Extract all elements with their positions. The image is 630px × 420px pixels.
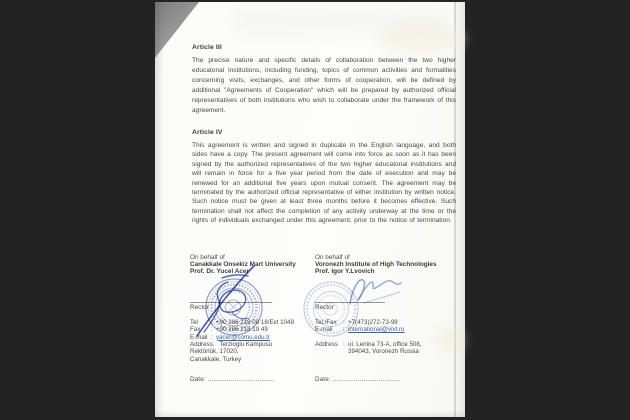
signature-line bbox=[315, 302, 385, 303]
contact-label: Address: bbox=[190, 341, 215, 348]
contact-separator: : bbox=[211, 333, 213, 341]
article-iv-body: This agreement is written and signed in duplicate in the English language, and both sides have a copy. The present agreement will come into force as soon as it has been signed by the authorized representatives of the two higher educatonal institutions and will remain in force for a five year period from the date of execution and may be renewed for an additional five years upon mutual consent. The agreement may be terminated by the authorized official representative of either institution by written notice. Such notice must be given at least three months before it becomes effective. Such termination shall not affect the completion of any activity underway at the time or the rights of individuals exchanged under this agreement, prior to the notice of termination. bbox=[192, 142, 456, 225]
signatory-right-column bbox=[315, 254, 465, 383]
date-label: Date: ................................... bbox=[315, 376, 400, 384]
date-label: Date: ................................... bbox=[190, 375, 275, 383]
contact-value: Rektörlük, 17020, bbox=[190, 348, 239, 356]
contact-value: +7(473)272-73-98 bbox=[348, 319, 398, 327]
contact-label: Fax bbox=[190, 326, 201, 334]
institution-name: Voronezh Institute of High Technologies bbox=[315, 261, 437, 269]
signatory-name: Prof. Igor Y.Lvovich bbox=[315, 268, 375, 276]
signatory-title: Rector bbox=[190, 303, 209, 311]
contact-label: Tel bbox=[190, 319, 198, 327]
article-iv-section bbox=[192, 129, 456, 226]
signatory-name: Prof. Dr. Yucel Acer bbox=[190, 268, 249, 276]
contact-row bbox=[190, 356, 314, 363]
contact-row bbox=[190, 326, 314, 333]
contact-row bbox=[190, 348, 314, 355]
contact-block bbox=[190, 319, 314, 363]
contact-value: 394043, Voronezh Russia bbox=[348, 348, 419, 355]
signatory-title: Rector bbox=[315, 303, 334, 311]
contact-label: E-mail bbox=[315, 326, 333, 334]
signature-area bbox=[190, 276, 314, 302]
article-iii-heading: Article III bbox=[192, 44, 222, 51]
email-link[interactable]: international@vivt.ru bbox=[348, 326, 405, 334]
contact-separator: : bbox=[211, 326, 213, 334]
contact-label: Tel./Fax bbox=[315, 319, 337, 327]
on-behalf-label: On behalf of bbox=[190, 254, 225, 261]
document-page bbox=[155, 2, 465, 417]
contact-row bbox=[190, 319, 314, 326]
contact-label: E-mail bbox=[190, 333, 208, 341]
page-left-shade bbox=[155, 2, 164, 417]
signatory-left-column bbox=[190, 254, 314, 383]
contact-separator: : bbox=[211, 319, 213, 327]
page-bottom-shadow bbox=[155, 410, 465, 417]
contact-label: Address bbox=[315, 340, 338, 348]
institution-name: Canakkale Onsekiz Mart University bbox=[190, 261, 296, 269]
contact-value: +90 286 218 19 49 bbox=[216, 326, 268, 334]
contact-value: Canakkale, Turkey bbox=[190, 355, 242, 363]
article-iii-body: The precise nature and specific details of collaboration between the two higher educatonal institutions, including funding, topics of common activities and formalities concerning visits, exchanges, and other forms of cooperation, will be defined by additional "Agreements of Cooperation" which will be prepared by authorized official representatives of both institutions who wish to collaborate under the framework of this agreement. bbox=[192, 57, 456, 114]
contact-row bbox=[190, 334, 314, 341]
contact-separator: : bbox=[343, 326, 345, 334]
contact-row bbox=[315, 341, 465, 348]
contact-row bbox=[190, 341, 314, 348]
article-iv-heading: Article IV bbox=[192, 129, 223, 136]
article-iii-section bbox=[192, 44, 456, 116]
contact-value: +90 286 218 00 18/Ext 1049 bbox=[216, 319, 294, 327]
contact-value: ul. Lenina 73-A, office 508, bbox=[348, 340, 422, 348]
signature-line bbox=[190, 302, 272, 303]
email-link[interactable]: yacer@comu.edu.tr bbox=[216, 333, 271, 341]
contact-value: Terzioglu Kampusu bbox=[219, 341, 273, 348]
contact-block bbox=[315, 319, 465, 355]
signature-area bbox=[315, 276, 465, 302]
contact-separator: : bbox=[343, 340, 345, 348]
contact-row bbox=[315, 348, 465, 355]
contact-row bbox=[315, 326, 465, 333]
on-behalf-label: On behalf of bbox=[315, 254, 350, 261]
contact-row bbox=[315, 319, 465, 326]
contact-separator: : bbox=[343, 319, 345, 327]
